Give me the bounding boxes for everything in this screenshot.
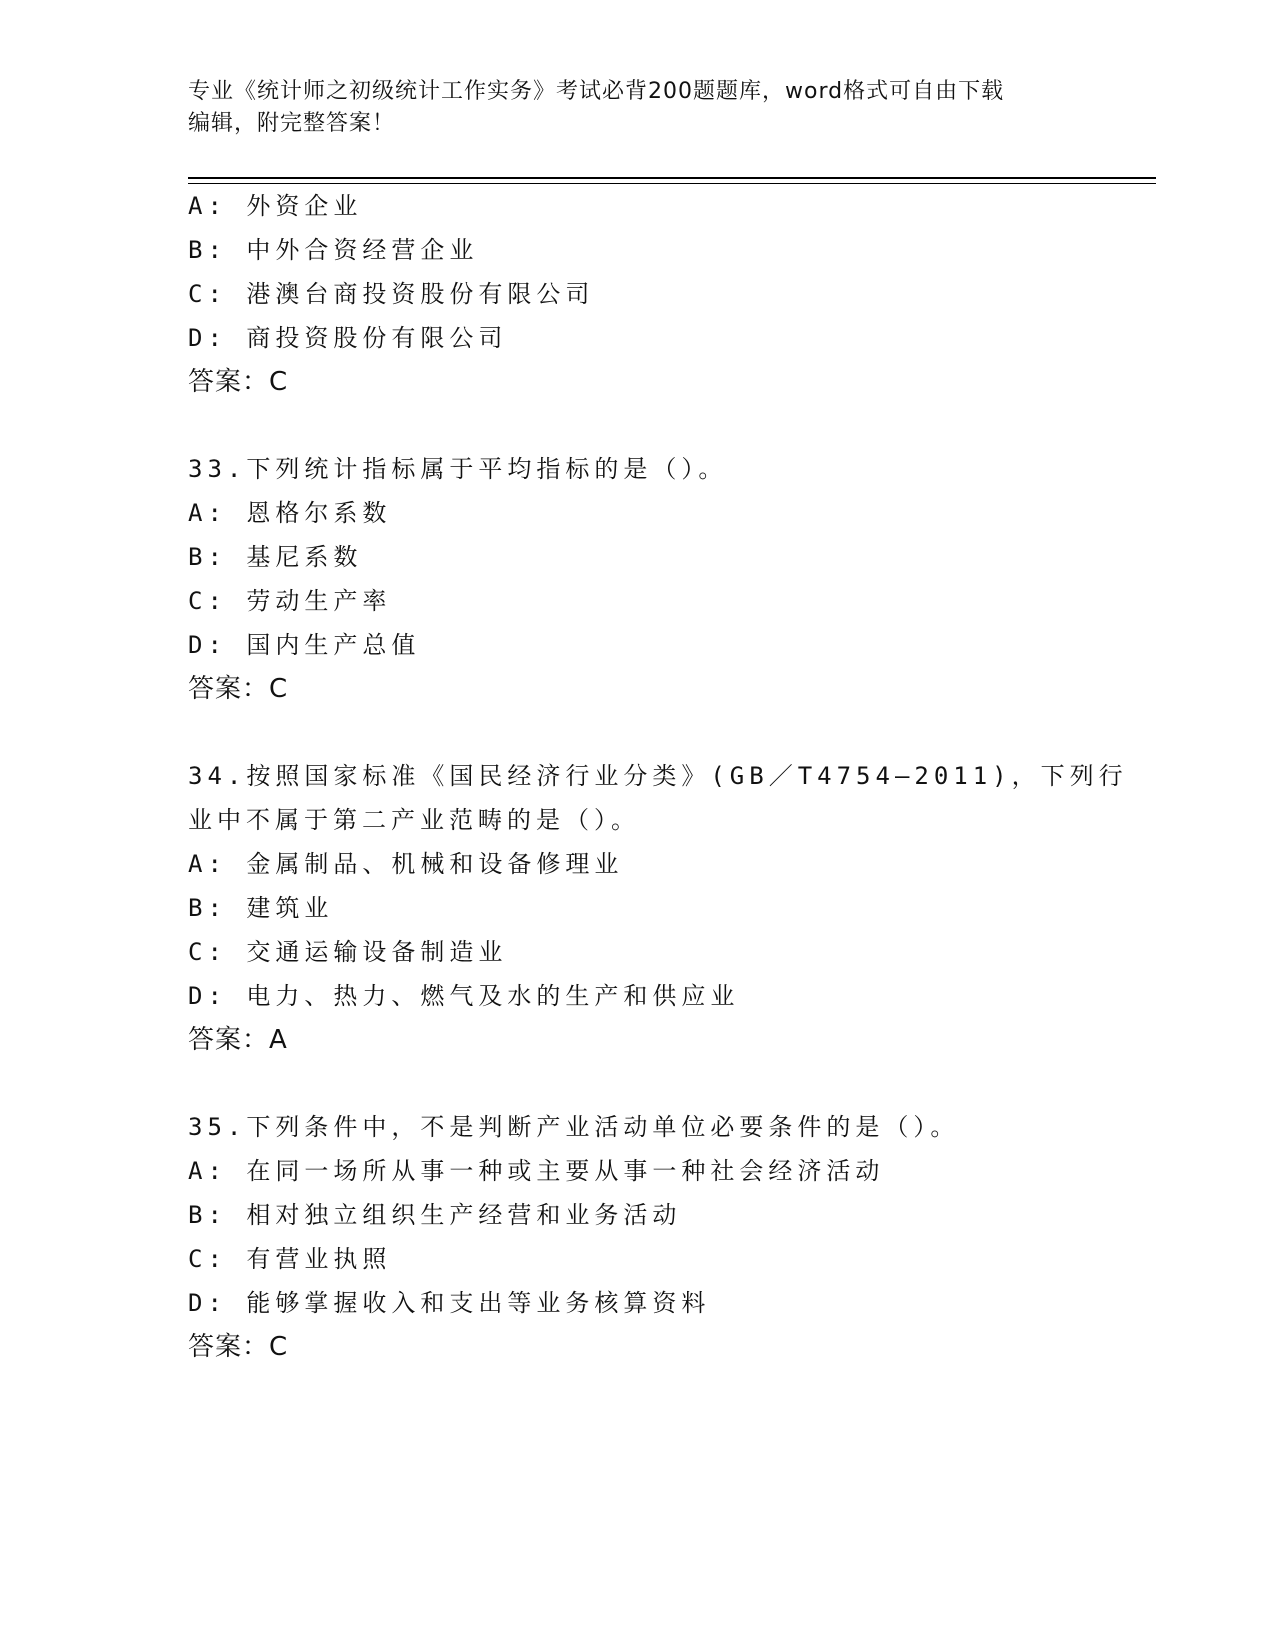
header-line-1: 专业《统计师之初级统计工作实务》考试必背200题题库，word格式可自由下载 bbox=[188, 79, 1005, 104]
q34-option-b: B: 建筑业 bbox=[188, 894, 334, 922]
q34-option-a: A: 金属制品、机械和设备修理业 bbox=[188, 850, 624, 878]
q34-answer: 答案：A bbox=[188, 1025, 288, 1055]
q33-option-d: D: 国内生产总值 bbox=[188, 631, 421, 659]
q33-option-b: B: 基尼系数 bbox=[188, 543, 363, 571]
header-rule-thick bbox=[188, 177, 1156, 179]
q33-stem: 33.下列统计指标属于平均指标的是（）。 bbox=[188, 455, 728, 483]
q35-option-b: B: 相对独立组织生产经营和业务活动 bbox=[188, 1201, 682, 1229]
q35-option-a: A: 在同一场所从事一种或主要从事一种社会经济活动 bbox=[188, 1157, 885, 1185]
q32-option-b: B: 中外合资经营企业 bbox=[188, 236, 479, 264]
q33-option-c: C: 劳动生产率 bbox=[188, 587, 392, 615]
q32-option-d: D: 商投资股份有限公司 bbox=[188, 324, 508, 352]
q35-answer: 答案：C bbox=[188, 1332, 289, 1362]
q34-option-c: C: 交通运输设备制造业 bbox=[188, 938, 508, 966]
q33-answer: 答案：C bbox=[188, 674, 289, 704]
q32-option-a: A: 外资企业 bbox=[188, 192, 363, 220]
q34-stem-line-1: 34.按照国家标准《国民经济行业分类》(GB／T4754—2011)，下列行 bbox=[188, 762, 1128, 790]
q32-option-c: C: 港澳台商投资股份有限公司 bbox=[188, 280, 595, 308]
q35-option-c: C: 有营业执照 bbox=[188, 1245, 392, 1273]
q34-stem-line-2: 业中不属于第二产业范畴的是（）。 bbox=[188, 806, 640, 834]
document-header bbox=[188, 76, 1088, 140]
q32-answer: 答案：C bbox=[188, 367, 289, 397]
q35-option-d: D: 能够掌握收入和支出等业务核算资料 bbox=[188, 1289, 711, 1317]
q33-option-a: A: 恩格尔系数 bbox=[188, 499, 392, 527]
header-line-2: 编辑，附完整答案！ bbox=[188, 111, 396, 136]
q35-stem: 35.下列条件中，不是判断产业活动单位必要条件的是（）。 bbox=[188, 1113, 960, 1141]
header-rule-thin bbox=[188, 183, 1156, 184]
q34-option-d: D: 电力、热力、燃气及水的生产和供应业 bbox=[188, 982, 740, 1010]
